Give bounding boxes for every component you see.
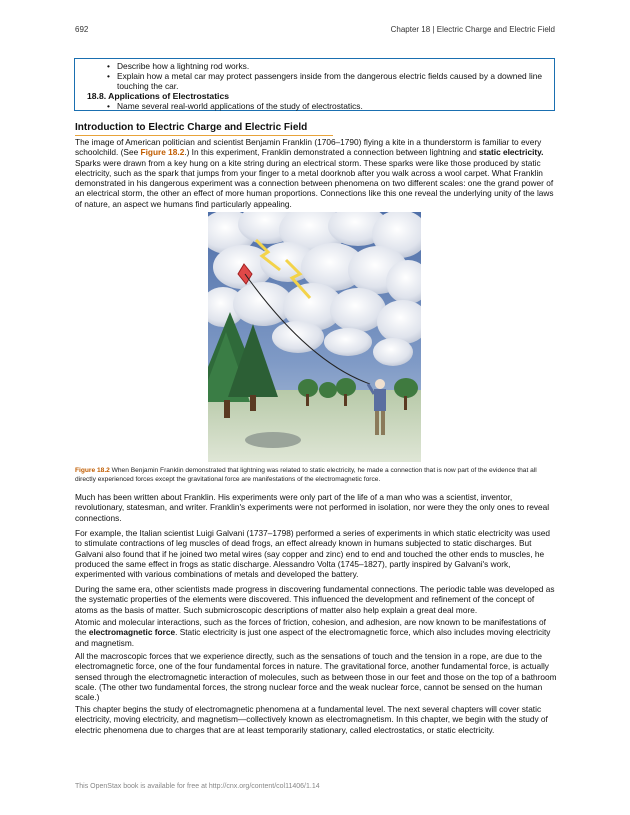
paragraph-atomic (75, 617, 557, 648)
objectives-list-b (87, 101, 548, 111)
objectives-list-a (87, 61, 548, 91)
paragraph-text: Atomic and molecular interactions, such as the forces of friction, cohesion, and adhesion, are now known to be manifestations of the (75, 617, 546, 638)
intro-paragraph (75, 137, 557, 209)
objective-item: • Name several real-world applications of the study of electrostatics. (117, 101, 548, 111)
running-head: Chapter 18 | Electric Charge and Electric Field (390, 25, 555, 34)
paragraph-periodic-table (75, 584, 557, 615)
intro-text: The image of American politician and scientist Benjamin Franklin (1706–1790) flying a kite in a thunderstorm is familiar to every schoolchild. (See (75, 137, 542, 158)
paragraph-text: All the macroscopic forces that we experience directly, such as the sensations of touch and the tension in a rope, are due to the electromagnetic force, one of the four fundamental forces in nature. The gravitational force, another fundamental force, is actually sensed through the electromagnetic interaction of molecules, such as between those in our feet and those on the top of a bathroom scale. (The other two fundamental forces, the strong nuclear force and the weak nuclear force, cannot be sensed on the human scale.) (75, 651, 557, 703)
paragraph-text: This chapter begins the study of electromagnetic phenomena at a fundamental level. The next several chapters will cover static electricity, moving electricity, and magnetism—collectively known as electromagnetism. In this chapter, we begin with the study of electric phenomena due to charges that are at least temporarily stationary, called electrostatics, or static electricity. (75, 704, 548, 735)
paragraph-text: For example, the Italian scientist Luigi Galvani (1737–1798) performed a series of experiments in which static electricity was used to stimulate contractions of leg muscles of dead frogs, an effect already known in humans subjected to static discharges. But Galvani also found that if he joined two metal wires (say copper and zinc) end to end and touched the other ends to muscles, he produced the same effect in frogs as static discharge. Alessandro Volta (1745–1827), partly inspired by Galvani's work, experimented with various combinations of metals and developed the battery. (75, 528, 550, 580)
page-number: 692 (75, 25, 89, 34)
figure-caption-text: When Benjamin Franklin demonstrated that lightning was related to static electricity, he made a connection that is now part of the evidence that all directly experienced forces except the gravitational force are manifestations of the electromagnetic force. (75, 467, 537, 483)
paragraph-text: Much has been written about Franklin. His experiments were only part of the life of a man who was a scientist, inventor, revolutionary, statesman, and writer. Franklin's experiments were not performed in isolation, nor were they the only ones to reveal connections. (75, 492, 550, 523)
paragraph-chapter-intro (75, 704, 557, 735)
key-term: static electricity. (479, 147, 544, 158)
paragraph-macroscopic (75, 651, 557, 702)
intro-text: .) In this experiment, Franklin demonstrated a connection between lightning and (184, 147, 480, 158)
intro-title: Introduction to Electric Charge and Electric Field (75, 122, 333, 136)
section-heading: 18.8. Applications of Electrostatics (87, 91, 229, 101)
learning-objectives-box (74, 58, 555, 111)
objective-item: • Describe how a lightning rod works. (117, 61, 548, 71)
paragraph-text: During the same era, other scientists made progress in discovering fundamental connections. The periodic table was developed as the systematic properties of the elements were discovered. This influenced the development and refinement of the concept of atoms as the basis of matter. Such submicroscopic descriptions of matter also help explain a great deal more. (75, 584, 555, 615)
franklin-kite-illustration (208, 212, 421, 462)
footer: This OpenStax book is available for free at http://cnx.org/content/col11406/1.14 (75, 783, 320, 790)
intro-text: Sparks were drawn from a key hung on a kite string during an electrical storm. These sparks were like those produced by static electricity, such as the spark that jumps from your finger to a metal doorknob after you walk across a wool carpet. What Franklin demonstrated in his dangerous experiment was a connection between phenomena on two different scales: one the grand power of an electrical storm, the other an effect of more human proportions. Connections like this one reveal the underlying unity of the laws of nature, an aspect we humans find particularly appealing. (75, 157, 554, 209)
paragraph-franklin (75, 492, 557, 523)
figure-caption-label: Figure 18.2 (75, 467, 110, 474)
paragraph-galvani (75, 528, 557, 579)
objective-item: • Explain how a metal car may protect passengers inside from the dangerous electric fields caused by a downed line touching the car. (117, 71, 548, 91)
figure-caption (75, 467, 557, 484)
paragraph-text: . Static electricity is just one aspect of the electromagnetic force, which also includes moving electricity and magnetism. (75, 627, 551, 648)
key-term: electromagnetic force (88, 627, 176, 638)
figure-link[interactable]: Figure 18.2 (140, 147, 185, 158)
